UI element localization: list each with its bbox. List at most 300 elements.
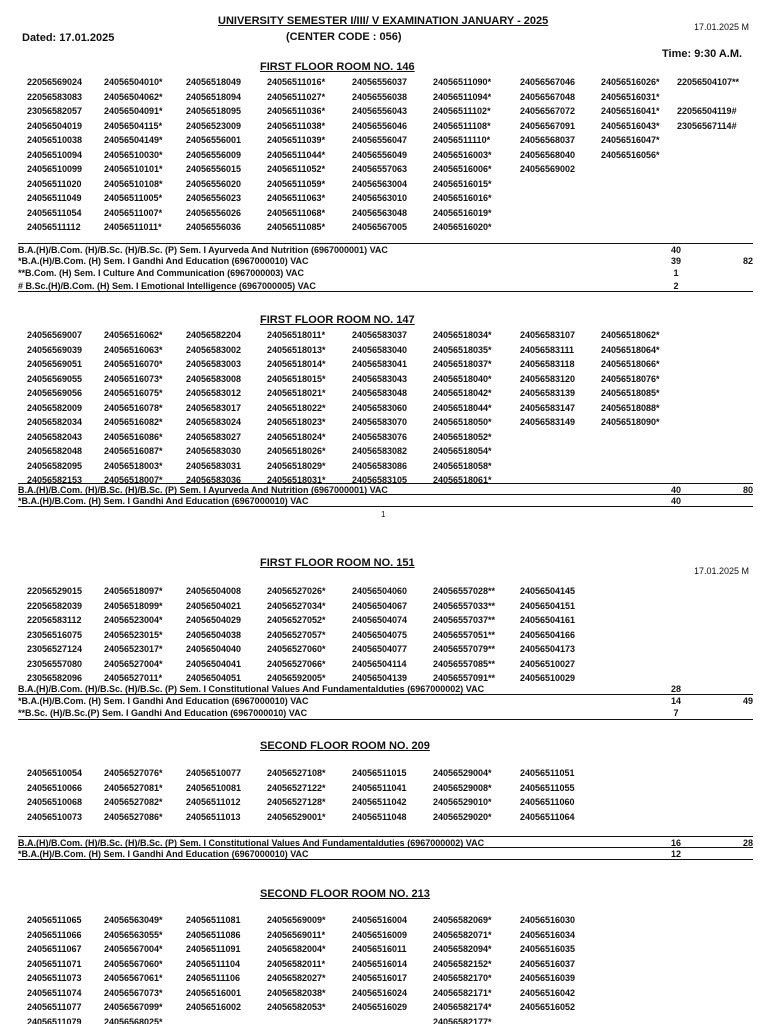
roll-number: 22056583112 <box>27 615 82 625</box>
roll-number: 24056511039* <box>267 135 326 145</box>
summary-count: 28 <box>670 684 681 694</box>
roll-number: 24056568037 <box>520 135 576 145</box>
roll-number: 24056556046 <box>352 120 408 131</box>
roll-number: 24056504062* <box>104 91 163 102</box>
roll-number: 24056518064* <box>601 344 660 355</box>
roll-number: 24056516042 <box>520 987 576 998</box>
roll-number: 24056582170* <box>433 973 492 983</box>
roll-number: 24056583070 <box>352 417 408 427</box>
roll-number: 24056518049 <box>186 77 242 87</box>
roll-number: 24056569002 <box>520 164 576 174</box>
roll-number: 24056504074 <box>352 615 408 625</box>
summary-label: *B.A.(H)/B.Com. (H) Sem. I Gandhi And Education (6967000010) VAC <box>18 849 309 860</box>
summary-count: 1 <box>673 268 679 279</box>
roll-number: 24056583086 <box>352 460 408 471</box>
roll-number: 24056516082* <box>104 417 163 427</box>
roll-number: 23056557080 <box>27 658 83 669</box>
roll-number: 24056510101* <box>104 164 163 174</box>
roll-number: 22056582039 <box>27 600 83 611</box>
roll-number: 24056511064 <box>520 811 575 822</box>
roll-number: 24056582177* <box>433 1016 492 1024</box>
roll-number: 24056504040 <box>186 644 242 654</box>
roll-number: 24056511027* <box>267 91 326 102</box>
roll-number: 24056504029 <box>186 615 242 625</box>
roll-number: 24056523004* <box>104 615 163 625</box>
roll-number: 24056582153 <box>27 475 83 485</box>
roll-number: 24056527076* <box>104 768 163 778</box>
roll-number: 24056518094 <box>186 91 242 102</box>
roll-number: 24056511079 <box>27 1016 82 1024</box>
roll-number: 24056516035 <box>520 944 576 954</box>
summary-total: 49 <box>742 696 753 707</box>
roll-number: 24056568025* <box>104 1016 163 1024</box>
summary-row <box>18 695 753 707</box>
roll-number: 24056504067 <box>352 600 408 611</box>
summary-label: B.A.(H)/B.Com. (H)/B.Sc. (H)/B.Sc. (P) Sem. I Ayurveda And Nutrition (6967000001) VAC <box>18 485 388 495</box>
roll-number: 24056557091** <box>433 673 496 683</box>
roll-number: 24056569051 <box>27 359 83 369</box>
summary-count: 2 <box>673 280 679 291</box>
roll-number: 24056510077 <box>186 768 242 778</box>
roll-number: 24056556038 <box>352 91 408 102</box>
roll-number: 24056510073 <box>27 811 83 822</box>
roll-number: 24056510099 <box>27 164 83 174</box>
roll-number: 24056583111 <box>520 344 575 355</box>
roll-number: 24056511007* <box>104 207 163 218</box>
roll-number: 24056516016* <box>433 193 492 203</box>
roll-number: 24056582038* <box>267 987 326 998</box>
roll-number: 24056510094 <box>27 149 83 160</box>
roll-number: 24056511085* <box>267 222 326 232</box>
roll-number: 24056527034* <box>267 600 326 611</box>
roll-number: 24056556009 <box>186 149 242 160</box>
roll-number: 24056567004* <box>104 944 163 954</box>
roll-number: 24056511036* <box>267 106 326 116</box>
summary-row <box>18 255 753 267</box>
roll-number: 22056583083 <box>27 91 83 102</box>
roll-number: 24056511108* <box>433 120 491 131</box>
roll-number: 24056529004* <box>433 768 492 778</box>
roll-number: 24056567061* <box>104 973 163 983</box>
roll-number: 24056583043 <box>352 373 408 384</box>
room-title: FIRST FLOOR ROOM NO. 146 <box>260 61 415 73</box>
roll-number: 24056511071 <box>27 958 82 969</box>
roll-number: 24056563048 <box>352 207 408 218</box>
roll-number: 24056516024 <box>352 987 408 998</box>
roll-number: 24056582094* <box>433 944 492 954</box>
roll-number: 24056511106 <box>186 973 241 983</box>
roll-number: 24056518023* <box>267 417 326 427</box>
roll-number: 24056504151 <box>520 600 576 611</box>
roll-number: 24056527004* <box>104 658 163 669</box>
summary-label: # B.Sc.(H)/B.Com. (H) Sem. I Emotional Intelligence (6967000005) VAC <box>18 280 316 291</box>
roll-number: 24056556043 <box>352 106 408 116</box>
roll-number: 24056518052* <box>433 431 492 442</box>
roll-number: 24056518034* <box>433 330 492 340</box>
roll-number: 24056567048 <box>520 91 576 102</box>
roll-number: 24056556047 <box>352 135 408 145</box>
roll-number: 24056504077 <box>352 644 408 654</box>
room-summary <box>18 683 753 720</box>
summary-count: 14 <box>670 696 681 707</box>
roll-number: 24056504051 <box>186 673 242 683</box>
roll-number: 23056527124 <box>27 644 83 654</box>
summary-row <box>18 267 753 279</box>
roll-number: 24056529020* <box>433 811 492 822</box>
roll-number: 24056569056 <box>27 388 83 398</box>
roll-number: 22056569024 <box>27 77 83 87</box>
roll-number: 24056518007* <box>104 475 163 485</box>
roll-number: 24056511041 <box>352 782 407 793</box>
dated-label: Dated: 17.01.2025 <box>22 32 115 44</box>
roll-number: 24056511059* <box>267 178 326 189</box>
summary-total: 82 <box>742 256 753 267</box>
roll-number: 24056556036 <box>186 222 242 232</box>
roll-number: 24056518003* <box>104 460 163 471</box>
roll-number: 24056582071* <box>433 929 492 940</box>
roll-number: 24056516086* <box>104 431 163 442</box>
roll-number: 24056557063 <box>352 164 408 174</box>
roll-number: 24056583040 <box>352 344 408 355</box>
roll-number: 24056516043* <box>601 120 660 131</box>
roll-number: 24056511094* <box>433 91 492 102</box>
summary-row <box>18 707 753 719</box>
roll-number: 24056556023 <box>186 193 242 203</box>
roll-number: 24056516019* <box>433 207 492 218</box>
roll-number: 24056511102* <box>433 106 491 116</box>
roll-number: 24056516062* <box>104 330 163 340</box>
roll-number: 24056582009 <box>27 402 83 413</box>
roll-number: 24056511066 <box>27 929 82 940</box>
roll-number: 24056556049 <box>352 149 408 160</box>
roll-number: 24056516020* <box>433 222 492 232</box>
roll-number: 24056504115* <box>104 120 163 131</box>
roll-number: 24056518031* <box>267 475 326 485</box>
roll-number: 24056529001* <box>267 811 326 822</box>
roll-number: 24056583076 <box>352 431 408 442</box>
roll-number: 24056511044* <box>267 149 326 160</box>
roll-number: 24056518090* <box>601 417 660 427</box>
roll-number: 24056527026* <box>267 586 326 596</box>
roll-number: 24056583060 <box>352 402 408 413</box>
roll-number: 24056516052 <box>520 1002 576 1012</box>
roll-number: 24056516073* <box>104 373 163 384</box>
roll-number: 24056567046 <box>520 77 576 87</box>
roll-number: 24056583017 <box>186 402 242 413</box>
roll-number: 24056518058* <box>433 460 492 471</box>
roll-number: 24056516030 <box>520 915 576 925</box>
roll-number: 24056569055 <box>27 373 83 384</box>
roll-number: 24056504038 <box>186 629 242 640</box>
roll-number: 22056504119# <box>677 106 737 116</box>
roll-number: 24056516034 <box>520 929 576 940</box>
roll-number: 24056567060* <box>104 958 163 969</box>
roll-number: 24056504010* <box>104 77 163 87</box>
roll-number: 24056582043 <box>27 431 83 442</box>
roll-number: 24056557033** <box>433 600 496 611</box>
roll-number: 24056518062* <box>601 330 660 340</box>
roll-number: 24056511005* <box>104 193 163 203</box>
roll-number: 24056516014 <box>352 958 408 969</box>
roll-number: 24056518037* <box>433 359 492 369</box>
roll-number: 24056592005* <box>267 673 326 683</box>
summary-count: 16 <box>670 838 681 848</box>
roll-number: 24056511038* <box>267 120 326 131</box>
roll-number: 24056504149* <box>104 135 163 145</box>
summary-count: 12 <box>670 849 681 860</box>
roll-number: 24056511086 <box>186 929 241 940</box>
roll-number: 24056556026 <box>186 207 242 218</box>
roll-number: 24056563055* <box>104 929 163 940</box>
roll-number: 24056583003 <box>186 359 242 369</box>
roll-number: 24056582053* <box>267 1002 326 1012</box>
roll-number: 24056516056* <box>601 149 660 160</box>
roll-number: 24056523015* <box>104 629 163 640</box>
roll-number: 24056518021* <box>267 388 326 398</box>
roll-number: 24056511081 <box>186 915 241 925</box>
roll-number: 24056516026* <box>601 77 660 87</box>
roll-number: 24056527052* <box>267 615 326 625</box>
roll-number: 24056518044* <box>433 402 492 413</box>
roll-number: 24056527060* <box>267 644 326 654</box>
roll-number: 24056569009* <box>267 915 326 925</box>
summary-label: **B.Sc. (H)/B.Sc.(P) Sem. I Gandhi And Education (6967000010) VAC <box>18 708 308 719</box>
roll-number: 24056518076* <box>601 373 660 384</box>
roll-number: 24056511104 <box>186 958 241 969</box>
roll-number: 24056557051** <box>433 629 496 640</box>
roll-number: 24056511067 <box>27 944 82 954</box>
roll-number: 24056582011* <box>267 958 326 969</box>
roll-number: 24056504114 <box>352 658 407 669</box>
room-title: FIRST FLOOR ROOM NO. 147 <box>260 314 415 326</box>
roll-number: 24056557085** <box>433 658 496 669</box>
roll-number: 24056583002 <box>186 344 242 355</box>
roll-number: 24056518026* <box>267 446 326 456</box>
roll-number: 24056504145 <box>520 586 576 596</box>
roll-number: 24056516037 <box>520 958 576 969</box>
summary-count: 40 <box>670 245 681 255</box>
roll-number: 24056583024 <box>186 417 242 427</box>
summary-row <box>18 683 753 695</box>
roll-number: 24056510081 <box>186 782 242 793</box>
roll-number: 24056518022* <box>267 402 326 413</box>
roll-number: 24056504019 <box>27 120 83 131</box>
roll-number: 24056583149 <box>520 417 576 427</box>
roll-number: 24056518066* <box>601 359 660 369</box>
roll-number: 24056556020 <box>186 178 242 189</box>
roll-number: 24056567099* <box>104 1002 163 1012</box>
roll-number: 24056504021 <box>186 600 242 611</box>
room-title: FIRST FLOOR ROOM NO. 151 <box>260 557 415 569</box>
summary-count: 39 <box>670 256 681 267</box>
roll-number: 24056510054 <box>27 768 83 778</box>
roll-number: 24056527066* <box>267 658 326 669</box>
roll-number: 24056527122* <box>267 782 326 793</box>
roll-number: 24056504161 <box>520 615 576 625</box>
roll-number: 24056583031 <box>186 460 242 471</box>
roll-number: 24056583048 <box>352 388 408 398</box>
roll-number: 24056568040 <box>520 149 576 160</box>
roll-number: 24056583118 <box>520 359 575 369</box>
room-summary <box>18 483 753 507</box>
roll-number: 24056516006* <box>433 164 492 174</box>
roll-number: 24056516009 <box>352 929 408 940</box>
roll-number: 24056556001 <box>186 135 242 145</box>
room-summary <box>18 243 753 292</box>
roll-number: 24056527057* <box>267 629 326 640</box>
roll-number: 24056511077 <box>27 1002 82 1012</box>
roll-number: 24056510068 <box>27 797 83 807</box>
roll-number: 24056583139 <box>520 388 576 398</box>
roll-number: 24056511068* <box>267 207 326 218</box>
roll-number: 23056516075 <box>27 629 83 640</box>
roll-number: 24056527082* <box>104 797 163 807</box>
summary-row <box>18 848 753 860</box>
roll-number: 24056516087* <box>104 446 163 456</box>
roll-number: 24056582095 <box>27 460 83 471</box>
room-title: SECOND FLOOR ROOM NO. 209 <box>260 740 430 752</box>
summary-count: 40 <box>670 496 681 507</box>
roll-number: 24056511052* <box>267 164 326 174</box>
roll-number: 24056523009 <box>186 120 242 131</box>
roll-number: 24056511042 <box>352 797 407 807</box>
summary-row <box>18 483 753 495</box>
roll-number: 24056516015* <box>433 178 492 189</box>
roll-number: 24056518015* <box>267 373 326 384</box>
roll-number: 24056511054 <box>27 207 82 218</box>
roll-number: 24056511063* <box>267 193 326 203</box>
roll-number: 24056583105 <box>352 475 408 485</box>
roll-number: 24056583008 <box>186 373 242 384</box>
roll-number: 23056582057 <box>27 106 83 116</box>
roll-number: 24056504075 <box>352 629 408 640</box>
roll-number: 24056511048 <box>352 811 407 822</box>
roll-number: 24056518014* <box>267 359 326 369</box>
roll-number: 24056557037** <box>433 615 496 625</box>
roll-number: 24056569007 <box>27 330 83 340</box>
roll-number: 24056511013 <box>186 811 241 822</box>
roll-number: 24056582069* <box>433 915 492 925</box>
summary-label: *B.A.(H)/B.Com. (H) Sem. I Gandhi And Education (6967000010) VAC <box>18 496 309 507</box>
center-code: (CENTER CODE : 056) <box>286 31 402 43</box>
roll-number: 24056518054* <box>433 446 492 456</box>
roll-number: 24056511015 <box>352 768 407 778</box>
roll-number: 24056511112 <box>27 222 81 232</box>
roll-number: 24056567073* <box>104 987 163 998</box>
roll-number: 24056582004* <box>267 944 326 954</box>
roll-number: 24056516063* <box>104 344 163 355</box>
summary-label: B.A.(H)/B.Com. (H)/B.Sc. (H)/B.Sc. (P) Sem. I Ayurveda And Nutrition (6967000001) VAC <box>18 245 388 255</box>
roll-number: 24056527011* <box>104 673 163 683</box>
roll-number: 24056518040* <box>433 373 492 384</box>
roll-number: 24056510066 <box>27 782 83 793</box>
roll-number: 24056582171* <box>433 987 492 998</box>
roll-number: 24056563049* <box>104 915 163 925</box>
roll-number: 24056511049 <box>27 193 82 203</box>
roll-number: 24056527081* <box>104 782 163 793</box>
roll-number: 24056582048 <box>27 446 83 456</box>
roll-number: 24056518088* <box>601 402 660 413</box>
roll-number: 24056582174* <box>433 1002 492 1012</box>
roll-number: 24056556037 <box>352 77 408 87</box>
roll-number: 24056504041 <box>186 658 242 669</box>
roll-number: 24056567005 <box>352 222 408 232</box>
summary-label: **B.Com. (H) Sem. I Culture And Communication (6967000003) VAC <box>18 268 305 279</box>
roll-number: 24056518011* <box>267 330 326 340</box>
roll-number: 24056516004 <box>352 915 408 925</box>
roll-number: 24056583147 <box>520 402 576 413</box>
roll-number: 24056516017 <box>352 973 408 983</box>
roll-number: 24056516047* <box>601 135 660 145</box>
roll-number: 24056516075* <box>104 388 163 398</box>
roll-number: 24056582204 <box>186 330 242 340</box>
roll-number: 24056504008 <box>186 586 242 596</box>
roll-number: 24056511011* <box>104 222 162 232</box>
roll-number: 24056516031* <box>601 91 660 102</box>
summary-count: 7 <box>673 708 679 719</box>
roll-number: 24056510029 <box>520 673 576 683</box>
roll-number: 24056516029 <box>352 1002 408 1012</box>
summary-label: B.A.(H)/B.Com. (H)/B.Sc. (H)/B.Sc. (P) Sem. I Constitutional Values And Fundamentalduties (6967000002) VAC <box>18 684 485 694</box>
roll-number: 24056511110* <box>433 135 491 145</box>
roll-number: 24056583107 <box>520 330 576 340</box>
roll-number: 24056518013* <box>267 344 326 355</box>
roll-number: 24056511060 <box>520 797 575 807</box>
roll-number: 22056529015 <box>27 586 83 596</box>
roll-number: 24056563010 <box>352 193 408 203</box>
roll-number: 24056511051 <box>520 768 575 778</box>
roll-number: 24056583027 <box>186 431 242 442</box>
roll-number: 24056518050* <box>433 417 492 427</box>
roll-number: 24056582027* <box>267 973 326 983</box>
roll-number: 24056504139 <box>352 673 408 683</box>
roll-number: 24056504173 <box>520 644 576 654</box>
roll-number: 24056583120 <box>520 373 576 384</box>
roll-number: 24056583012 <box>186 388 242 398</box>
roll-number: 24056518061* <box>433 475 492 485</box>
roll-number: 24056516070* <box>104 359 163 369</box>
roll-number: 24056583041 <box>352 359 408 369</box>
page2-date: 17.01.2025 M <box>694 566 750 576</box>
roll-number: 24056557079** <box>433 644 496 654</box>
roll-number: 24056583030 <box>186 446 242 456</box>
time-label: Time: 9:30 A.M. <box>662 48 743 60</box>
room-title: SECOND FLOOR ROOM NO. 213 <box>260 888 430 900</box>
roll-number: 24056516003* <box>433 149 492 160</box>
roll-number: 24056516041* <box>601 106 660 116</box>
roll-number: 24056583082 <box>352 446 408 456</box>
roll-number: 24056516039 <box>520 973 576 983</box>
roll-number: 24056516011 <box>352 944 407 954</box>
roll-number: 24056511073 <box>27 973 82 983</box>
roll-number: 24056504166 <box>520 629 576 640</box>
summary-label: *B.A.(H)/B.Com. (H) Sem. I Gandhi And Education (6967000010) VAC <box>18 696 309 707</box>
roll-number: 24056569011* <box>267 929 326 940</box>
roll-number: 24056527128* <box>267 797 326 807</box>
roll-number: 24056510108* <box>104 178 163 189</box>
roll-number: 24056518085* <box>601 388 660 398</box>
roll-number: 24056518042* <box>433 388 492 398</box>
roll-number: 24056518095 <box>186 106 242 116</box>
roll-number: 24056511020 <box>27 178 82 189</box>
roll-number: 22056504107** <box>677 77 740 87</box>
roll-number: 24056518024* <box>267 431 326 442</box>
summary-row <box>18 243 753 255</box>
summary-row <box>18 280 753 292</box>
roll-number: 24056583036 <box>186 475 242 485</box>
roll-number: 24056511091 <box>186 944 241 954</box>
roll-number: 24056516078* <box>104 402 163 413</box>
